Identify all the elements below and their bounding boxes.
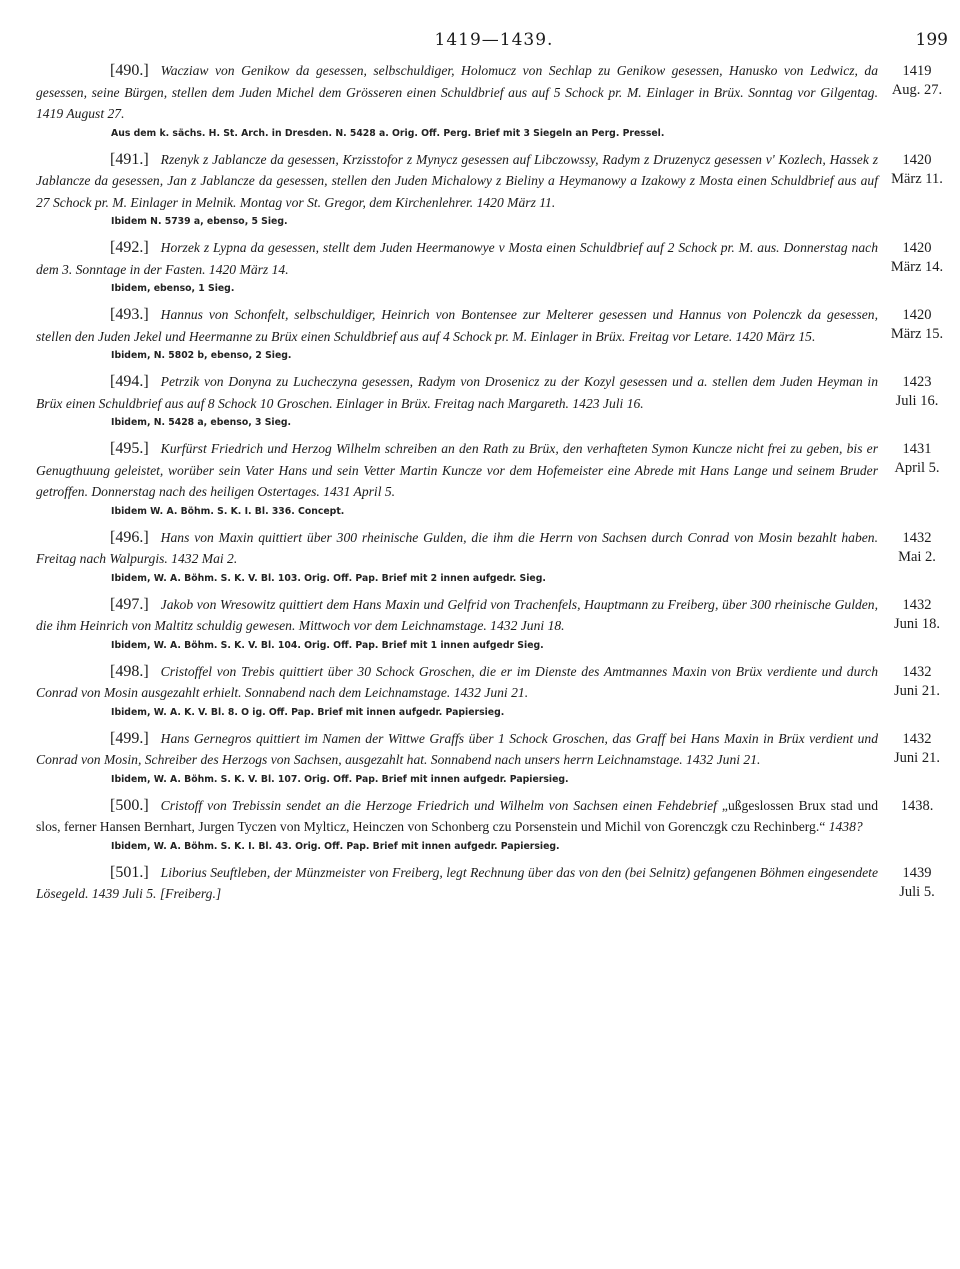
- entry-source: Ibidem W. A. Böhm. S. K. I. Bl. 336. Concept.: [111, 505, 345, 517]
- regest-entry: [36, 728, 952, 788]
- entry-date: 1420 März 11.: [891, 151, 943, 187]
- entry-text: [493.] Hannus von Schonfelt, selbschuldiger, Heinrich von Bontensee zur Melterer gesessen und Hannus von Polenczk da gesessen, stellen den Juden Jekel und Heermanne zu Brüx einen Schuldbrief aus auf 4 Schock pr. M. Einlager in Brüx. Freitag vor Letare. 1420 März 15.: [36, 306, 878, 344]
- entry-text: [497.] Jakob von Wresowitz quittiert dem Hans Maxin und Gelfrid von Trachenfels, Hauptmann zu Freiberg, über 300 rheinische Gulden, die ihm Heinrich von Maltitz schuldig gewesen. Mittwoch vor dem Leichnamstage. 1432 Juni 18.: [36, 595, 878, 633]
- entry-source: Ibidem, N. 5428 a, ebenso, 3 Sieg.: [111, 417, 292, 428]
- regest-entry: [36, 371, 952, 431]
- entry-date: 1439 Juli 5.: [899, 864, 935, 900]
- entry-number: [501.]: [110, 863, 149, 881]
- entry-number: [494.]: [110, 373, 149, 390]
- entry-source: Ibidem, N. 5802 b, ebenso, 2 Sieg.: [111, 350, 292, 361]
- entry-number: [497.]: [110, 595, 149, 613]
- regest-entry: [36, 438, 952, 520]
- regest-entry: [36, 237, 952, 297]
- regest-entry: [36, 304, 952, 364]
- entry-text: [501.] Liborius Seuftleben, der Münzmeister von Freiberg, legt Rechnung über das von den (bei Selnitz) gefangenen Böhmen eingesendete Lösegeld. 1439 Juli 5. [Freiberg.]: [36, 863, 878, 901]
- header-year-range: 1419—1439.: [434, 30, 554, 50]
- running-header: [36, 30, 952, 60]
- entry-text: [500.] Cristoff von Trebissin sendet an die Herzoge Friedrich und Wilhelm von Sachsen einen Fehdebrief „ußgeslossen Brux stad und slos, ferner Hansen Bernhart, Jurgen Tyczen von Mylticz, Heinczen von Schonberg czu Porsenstein und Michil von Gorenczgk czu Rechinberg.“ 1438?: [36, 796, 878, 834]
- entry-number: [499.]: [110, 729, 149, 747]
- entry-text: [495.] Kurfürst Friedrich und Herzog Wilhelm schreiben an den Rath zu Brüx, den verhafteten Symon Kuncze nicht frei zu geben, bis er Genugthuung geleistet, worüber sein Vater Hans und sein Vetter Martin Kuncze vor dem Hofemeister eine Abrede mit Hans Lange und seinem Bruder getroffen. Donnerstag nach des heiligen Ostertages. 1431 April 5.: [36, 440, 878, 499]
- entry-quote: „ußgeslossen Brux stad und slos, ferner Hansen Bernhart, Jurgen Tyczen von Mylticz, Heinczen von Schonberg czu Porsenstein und Michil von Gorenczgk czu Rechinberg.“: [36, 797, 878, 834]
- entry-source: Ibidem, ebenso, 1 Sieg.: [111, 283, 235, 294]
- entry-source: Ibidem, W. A. Böhm. S. K. V. Bl. 103. Orig. Off. Pap. Brief mit 2 innen aufgedr. Sieg.: [111, 572, 546, 584]
- regest-entry: [36, 60, 952, 142]
- entry-number: [491.]: [110, 150, 149, 168]
- entry-source: Ibidem, W. A. Böhm. S. K. I. Bl. 43. Orig. Off. Pap. Brief mit innen aufgedr. Papiersieg.: [111, 840, 560, 852]
- entry-number: [495.]: [110, 440, 149, 457]
- entry-date: 1423 Juli 16.: [895, 374, 939, 409]
- regesta-list: [36, 60, 952, 905]
- entry-date: 1419 Aug. 27.: [891, 63, 943, 98]
- entry-source: Ibidem N. 5739 a, ebenso, 5 Sieg.: [111, 216, 288, 227]
- entry-text: [496.] Hans von Maxin quittiert über 300 rheinische Gulden, die ihm die Herrn von Sachsen durch Conrad von Mosin bezahlt haben. Freitag nach Walpurgis. 1432 Mai 2.: [36, 528, 878, 566]
- regest-entry: [36, 149, 952, 231]
- regest-entry: [36, 661, 952, 721]
- entry-number: [490.]: [110, 62, 149, 79]
- entry-source: Ibidem, W. A. Böhm. S. K. V. Bl. 104. Orig. Off. Pap. Brief mit 1 innen aufgedr Sieg.: [111, 639, 544, 651]
- entry-source: Aus dem k. sächs. H. St. Arch. in Dresden. N. 5428 a. Orig. Off. Perg. Brief mit 3 Siegeln an Perg. Pressel.: [111, 127, 665, 139]
- entry-date: 1432 Juni 21.: [894, 663, 940, 699]
- entry-text: [499.] Hans Gernegros quittiert im Namen der Wittwe Graffs über 1 Schock Groschen, das Graff bei Hans Maxin in Brüx verdient und Conrad von Mosin, Schreiber des Herzogs von Sachsen, ausgezahlt hat. Sonnabend nach unsers herrn Leichnamstage. 1432 Juni 21.: [36, 729, 878, 767]
- regest-entry: [36, 594, 952, 654]
- entry-text: [491.] Rzenyk z Jablancze da gesessen, Krzisstofor z Mynycz gesessen auf Libczowssy, Radym z Druzenycz gesessen v' Kozlech, Hassek z Jablancze da gesessen, Jan z Jablancze da gesessen, stellen den Juden Michalowy z Bieliny a Heymanowy a Izakowy z Mosta einen Schuldbrief aus auf 27 Schock pr. M. Einlager in Melnik. Montag vor St. Gregor, dem Kirchenlehrer. 1420 März 11.: [36, 150, 878, 210]
- entry-number: [492.]: [110, 239, 149, 256]
- entry-date: 1420 März 15.: [890, 307, 944, 342]
- entry-date: 1432 Juni 21.: [894, 730, 940, 766]
- entry-text: [498.] Cristoffel von Trebis quittiert über 30 Schock Groschen, die er im Dienste des Amtmannes Maxin von Brüx verdiente und durch Conrad von Mosin ausgezahlt erhielt. Sonnabend nach dem Leichnamstage. 1432 Juni 21.: [36, 662, 878, 700]
- regest-entry: [36, 795, 952, 855]
- regest-entry: [36, 527, 952, 587]
- entry-text: [494.] Petrzik von Donyna zu Lucheczyna gesessen, Radym von Drosenicz zu der Kozyl gesessen und a. stellen dem Juden Heyman in Brüx einen Schuldbrief aus auf 8 Schock 10 Groschen. Einlager in Brüx. Freitag nach Margareth. 1423 Juli 16.: [36, 373, 878, 411]
- page-number: 199: [915, 30, 948, 50]
- entry-number: [500.]: [110, 796, 149, 814]
- entry-date: 1420 März 14.: [890, 240, 944, 275]
- entry-number: [498.]: [110, 662, 149, 680]
- entry-date: 1432 Juni 18.: [894, 596, 940, 632]
- regest-entry: [36, 862, 952, 905]
- entry-text: [490.] Wacziaw von Genikow da gesessen, selbschuldiger, Holomucz von Sechlap zu Genikow gesessen, Hanusko von Ledwicz, da gesessen, seine Bürgen, stellen dem Juden Michel dem Grösseren einen Schuldbrief aus auf 5 Schock pr. M. Einlager in Brüx. Sonntag vor Gilgentag. 1419 August 27.: [36, 62, 878, 121]
- entry-date: 1438.: [900, 797, 934, 814]
- entry-number: [496.]: [110, 528, 149, 546]
- entry-date: 1432 Mai 2.: [898, 529, 936, 565]
- entry-date: 1431 April 5.: [894, 441, 940, 476]
- entry-text: [492.] Horzek z Lypna da gesessen, stellt dem Juden Heermanowye v Mosta einen Schuldbrief auf 2 Schock pr. M. aus. Donnerstag nach dem 3. Sonntage in der Fasten. 1420 März 14.: [36, 239, 878, 277]
- entry-number: [493.]: [110, 306, 149, 323]
- entry-source: Ibidem, W. A. K. V. Bl. 8. O ig. Off. Pap. Brief mit innen aufgedr. Papiersieg.: [111, 706, 505, 718]
- entry-source: Ibidem, W. A. Böhm. S. K. V. Bl. 107. Orig. Off. Pap. Brief mit innen aufgedr. Papiersieg.: [111, 773, 569, 785]
- entry-quote-date: 1438?: [828, 819, 863, 834]
- document-page: [36, 30, 952, 912]
